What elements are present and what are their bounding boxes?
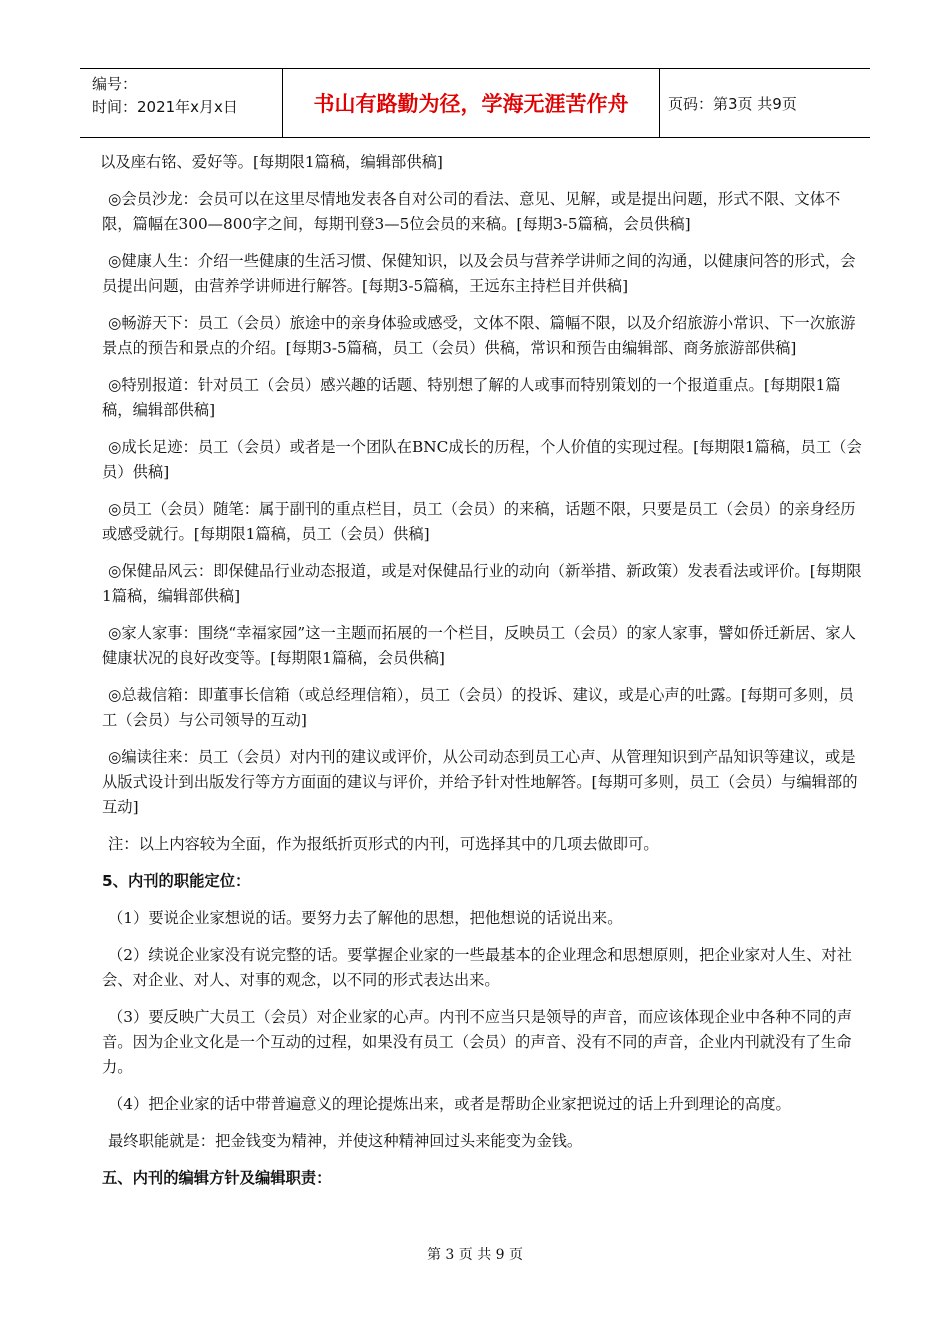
paragraph: ◎成长足迹：员工（会员）或者是一个团队在BNC成长的历程，个人价值的实现过程。[每期限1篇稿，员工（会员）供稿] bbox=[102, 438, 862, 481]
list-item: （4）把企业家的话中带普遍意义的理论提炼出来，或者是帮助企业家把说过的话上升到理论的高度。 bbox=[108, 1095, 791, 1113]
list-item: （1）要说企业家想说的话。要努力去了解他的思想，把他想说的话说出来。 bbox=[108, 909, 623, 927]
page-footer bbox=[0, 1244, 950, 1264]
section-heading: 五、内刊的编辑方针及编辑职责： bbox=[102, 1169, 332, 1187]
paragraph: ◎编读往来：员工（会员）对内刊的建议或评价，从公司动态到员工心声、从管理知识到产品知识等建议，或是从版式设计到出版发行等方方面面的建议与评价，并给予针对性地解答。[每期可多则，员工（会员）与编辑部的互动] bbox=[102, 748, 858, 816]
document-number-label: 编号： bbox=[92, 75, 138, 93]
list-item: （3）要反映广大员工（会员）对企业家的心声。内刊不应当只是领导的声音，而应该体现企业中各种不同的声音。因为企业文化是一个互动的过程，如果没有员工（会员）的声音、没有不同的声音，企业内刊就没有了生命力。 bbox=[102, 1008, 852, 1076]
paragraph: ◎畅游天下：员工（会员）旅途中的亲身体验或感受，文体不限、篇幅不限，以及介绍旅游小常识、下一次旅游景点的预告和景点的介绍。[每期3-5篇稿，员工（会员）供稿，常识和预告由编辑部、商务旅游部供稿] bbox=[102, 314, 856, 357]
list-item: （2）续说企业家没有说完整的话。要掌握企业家的一些最基本的企业理念和思想原则，把企业家对人生、对社会、对企业、对人、对事的观念，以不同的形式表达出来。 bbox=[102, 946, 852, 989]
header-meta bbox=[80, 69, 282, 137]
paragraph: 以及座右铭、爱好等。[每期限1篇稿，编辑部供稿] bbox=[100, 153, 443, 171]
paragraph: ◎总裁信箱：即董事长信箱（或总经理信箱），员工（会员）的投诉、建议，或是心声的吐露。[每期可多则，员工（会员）与公司领导的互动] bbox=[102, 686, 854, 729]
document-body bbox=[102, 150, 862, 1203]
paragraph: ◎员工（会员）随笔：属于副刊的重点栏目，员工（会员）的来稿，话题不限，只要是员工（会员）的亲身经历或感受就行。[每期限1篇稿，员工（会员）供稿] bbox=[102, 500, 856, 543]
section-heading: 5、内刊的职能定位： bbox=[102, 872, 251, 890]
paragraph: ◎保健品风云：即保健品行业动态报道，或是对保健品行业的动向（新举措、新政策）发表看法或评价。[每期限1篇稿，编辑部供稿] bbox=[102, 562, 862, 605]
paragraph: ◎健康人生：介绍一些健康的生活习惯、保健知识，以及会员与营养学讲师之间的沟通，以健康问答的形式，会员提出问题，由营养学讲师进行解答。[每期3-5篇稿，王远东主持栏目并供稿] bbox=[102, 252, 856, 295]
footer-page-number: 第 3 页 共 9 页 bbox=[426, 1247, 524, 1263]
note-paragraph: 注：以上内容较为全面，作为报纸折页形式的内刊，可选择其中的几项去做即可。 bbox=[108, 835, 659, 853]
summary-paragraph: 最终职能就是：把金钱变为精神，并使这种精神回过头来能变为金钱。 bbox=[108, 1132, 583, 1150]
paragraph: ◎家人家事：围绕“幸福家园”这一主题而拓展的一个栏目，反映员工（会员）的家人家事，譬如侨迁新居、家人健康状况的良好改变等。[每期限1篇稿，会员供稿] bbox=[102, 624, 856, 667]
paragraph: ◎会员沙龙：会员可以在这里尽情地发表各自对公司的看法、意见、见解，或是提出问题，形式不限、文体不限，篇幅在300—800字之间，每期刊登3—5位会员的来稿。[每期3-5篇稿，会员供稿] bbox=[102, 190, 841, 233]
header-page-info: 页码：第3页 共9页 bbox=[668, 94, 797, 113]
header-motto: 书山有路勤为径，学海无涯苦作舟 bbox=[282, 69, 660, 137]
document-date-label: 时间：2021年x月x日 bbox=[92, 98, 238, 116]
paragraph: ◎特别报道：针对员工（会员）感兴趣的话题、特别想了解的人或事而特别策划的一个报道重点。[每期限1篇稿，编辑部供稿] bbox=[102, 376, 841, 419]
page-header bbox=[80, 68, 870, 138]
